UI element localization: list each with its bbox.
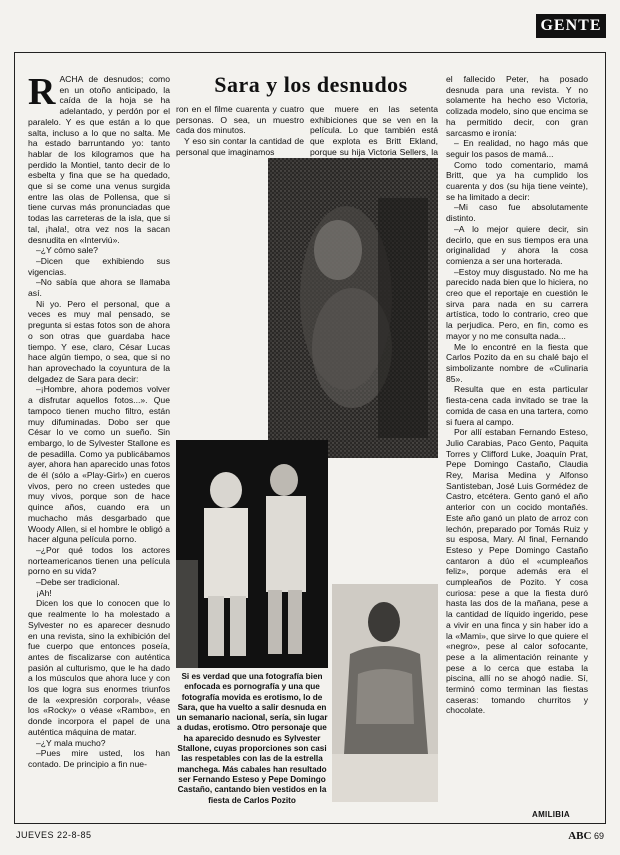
paragraph: –¿Por qué todos los actores norteamericanos tienen una película porno en su vida? [28, 544, 170, 577]
drop-cap: R [28, 71, 56, 113]
paragraph: Me lo encontré en la fiesta que Carlos Pozito da en su chalé bajo el simbolizante nombre de «Culinaria 85». [446, 341, 588, 384]
page-number: 69 [593, 831, 604, 841]
footer-page [568, 830, 604, 842]
paragraph: Resulta que en esta particular fiesta-cena cada invitado se trae la comida de casa en una tartera, como si fuera al campo. [446, 384, 588, 427]
footer-brand: ABC [568, 830, 592, 842]
section-tag: GENTE [536, 14, 606, 38]
paragraph: –Pues mire usted, los han contado. De principio a fin nue- [28, 748, 170, 769]
paragraph: –Debe ser tradicional. [36, 577, 120, 588]
column-2 [176, 104, 304, 158]
paragraph: –¿Y cómo sale? [36, 245, 98, 256]
photo-caption: Si es verdad que una fotografía bien enfocada es pornografía y una que fotografía movida es erotismo, lo de Sara, que ha vuelto a salir desnuda en un semanario nacional, sería, sin lugar a dudas, erotismo. Otro personaje que ha aparecido desnudo es Sylvester Stallone, cuyas proporciones son casi las respetables con las de la estrella manchega. Más cabales han resultado ser Fernando Esteso y Pepe Domingo Castaño, cantando bien vestidos en la fiesta de Carlos Pozito [176, 672, 328, 805]
column-1 [28, 71, 170, 814]
paragraph: –No sabía que ahora se llamaba así. [28, 277, 170, 299]
paragraph: –A lo mejor quiere decir, sin decirlo, que en sus tiempos era una originalidad y ahora la cosa comienza a ser una horterada. [446, 223, 588, 266]
paragraph: –Mi caso fue absolutamente distinto. [446, 202, 588, 224]
photo-sara [268, 158, 438, 458]
paragraph: –Estoy muy disgustado. No me ha parecido nada bien que lo hiciera, no creo que el reportaje en cuestión le sirva para nada en su carrera artística, todo lo contrario, creo que la perjudica. Pero, en fin, como es mayor y no me consulta nada... [446, 266, 588, 341]
paragraph: Ni yo. Pero el personal, que a veces es muy mal pensado, se pregunta si estas fotos son de ahora o son otras que guardaba hace tiempo. Y ese, claro, César Lucas hace algún tiempo, o sea, que si no han aprovechado la coyuntura de la delgadez de Sara para decir: [28, 298, 170, 384]
paragraph: –Dicen que exhibiendo sus vigencias. [28, 255, 170, 277]
paragraph: Por allí estaban Fernando Esteso, Julio Carabias, Paco Gento, Paquita Torres y Clifford Luke, Joaquín Prat, Pepe Domingo Castaño, Claudia Rey, Marisa Medina y Alfonso Santisteban, José Luis Gormédez de Castro, etcétera. Gento ganó el año anterior con un cocido montañés. Este año ganó un plato de arroz con lechón, preparado por Tomás Ruiz y su esposa, Mary. Al final, Fernando Esteso y Pepe Domingo Castaño cantaron a dúo el «cumpleaños feliz», porque además era el cumpleaños de Pozito. Y cosa curiosa: pese a que la fiesta duró hasta las dos de la mañana, pese a la cantidad de líquido ingerido, pese a vivir en una finca y sin haber ido a la «Mami», que sirve lo que quiere el «negro», pese al calor sofocante, pese a la alimentación reinante y pese a lo cerca que estaba la piscina, allí no se ahogó nadie. Sí, terminó como terminan las fiestas caseras: tomando churritos y chocolate. [446, 427, 588, 716]
paragraph: – En realidad, no hago más que seguir los pasos de mamá... [446, 138, 588, 159]
paragraph: ¡Ah! [36, 587, 52, 598]
paragraph: el fallecido Peter, ha posado desnuda para una revista. Y no solamente ha hecho eso Victoria, colizada modelo, sino que encima se ha permitido decir, con gran sarcasmo e ironía: [446, 74, 588, 138]
paragraph: Como todo comentario, mamá Britt, que ya ha cumplido los cuarenta y dos (su hija tiene veinte), se ha limitado a decir: [446, 159, 588, 202]
headline: Sara y los desnudos [214, 72, 408, 97]
lead-text: ACHA de desnudos; como en un otoño anticipado, la caída de la hoja se ha adelantado, y perdón por el paralelo. Y es que están a lo que salta, incluso a lo que no salta. Me ha estado barruntando yo: tanto hablar de los kilogramos que ha perdido la Montiel, tanto decir de lo esbelta y fina que se ha quedado, que si se come una venus surgida entre las olas de Pollensa, que si tiene curvas más pronunciadas que todas las carreteras de la isla, que si tal, ¡hala!, otra vez nos la sacan desnudita en «Interviú». [28, 74, 170, 245]
paragraph: Dicen los que lo conocen que lo que realmente lo ha molestado a Sylvester no es aparecer desnudo en una revista, sino la exhibición del fue cuerpo que entonces poseía, antes de fiscalizarse con auténtica pasión al culturismo, que le ha dado a los músculos que ahora luce y con los que logra sus enormes triunfos de la «expresión corporal», véase los «Rocky» o véase «Rambo», en donde incorpora el papel de una auténtica máquina de matar. [28, 598, 170, 737]
paragraph: –¿Y mala mucho? [36, 737, 106, 748]
lead-paragraph [28, 71, 170, 245]
paragraph: que muere en las setenta exhibiciones que se ven en la película. Lo que también está que explota es Britt Ekland, porque su hija Victoria Sellers, la [310, 104, 438, 157]
column-3 [310, 104, 438, 158]
author-signature: AMILIBIA [532, 810, 570, 819]
paragraph: –¡Hombre, ahora podemos volver a disfrutar aquellos fotos...». Que tampoco tienen mucho filtro, están muy difuminadas. Dobo ser que César lo ve como un sueño. Sin embargo, lo de Sylvester Stallone es de pesadilla. Como ya publicábamos ayer, ahora han aparecido unas fotos de él (sólo a «Play-Girl») en cueros vivos, pero no creen ustedes que muy vivos, porque son de hace quince años, cuando era un muchacho más desgarbado que Woody Allen, si el hombre le obligó a hacer alguna película porno. [28, 384, 170, 545]
photo-stallone [332, 584, 438, 802]
footer-date: JUEVES 22-8-85 [16, 830, 92, 840]
column-4 [446, 74, 588, 804]
paragraph: Y eso sin contar la cantidad de personal que imaginamos [176, 136, 304, 157]
paragraph: ron en el filme cuarenta y cuatro personas. O sea, un muestro cada dos minutos. [176, 104, 304, 136]
photo-singers [176, 440, 328, 668]
